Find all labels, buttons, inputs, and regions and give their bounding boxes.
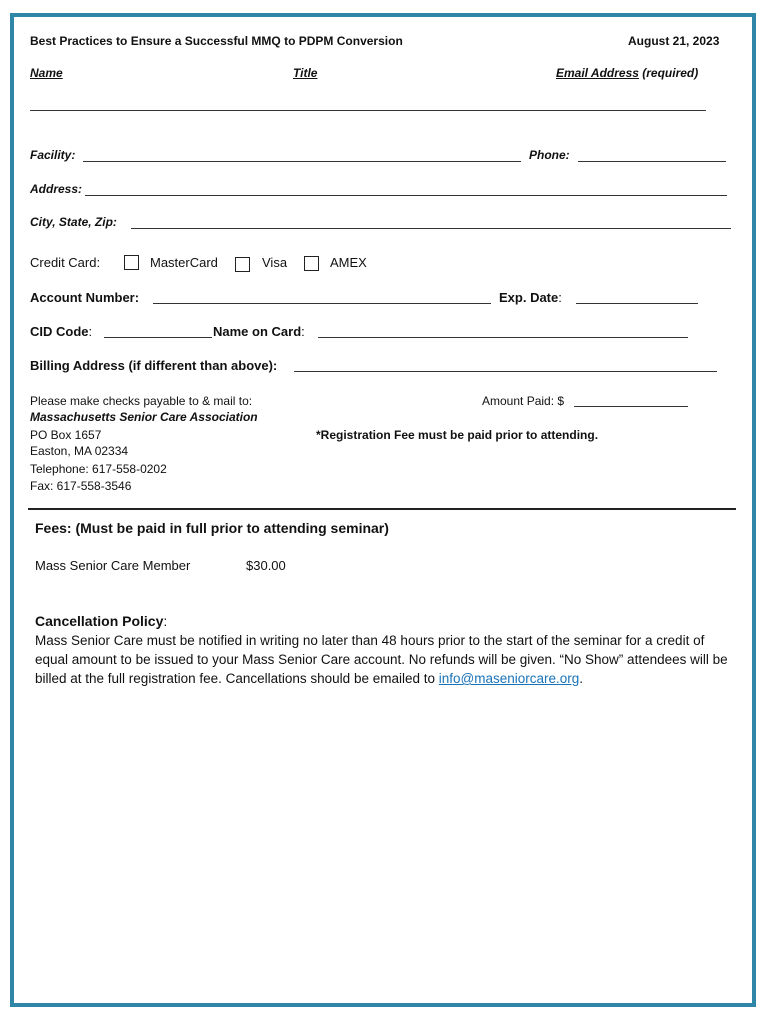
facility-field[interactable] bbox=[83, 149, 521, 162]
billing-address-label: Billing Address (if different than above): bbox=[30, 358, 278, 373]
email-label: Email Address bbox=[556, 66, 639, 80]
city-state-zip-field[interactable] bbox=[131, 216, 731, 229]
title-column-label: Title bbox=[293, 66, 318, 80]
name-on-card-colon: : bbox=[301, 324, 305, 339]
visa-checkbox[interactable] bbox=[235, 257, 250, 272]
email-required-note: (required) bbox=[638, 66, 699, 80]
fax: Fax: 617-558-3546 bbox=[30, 479, 132, 493]
account-number-label: Account Number: bbox=[30, 290, 140, 305]
cid-code-label bbox=[30, 324, 92, 339]
email-column-label bbox=[556, 66, 698, 80]
city-state-zip-label: City, State, Zip: bbox=[30, 215, 117, 229]
document-title: Best Practices to Ensure a Successful MMQ to PDPM Conversion bbox=[30, 34, 403, 48]
cancellation-policy-text bbox=[35, 631, 735, 688]
exp-date-text: Exp. Date bbox=[499, 290, 559, 305]
member-label: Mass Senior Care Member bbox=[35, 558, 191, 573]
cid-code-colon: : bbox=[88, 324, 93, 339]
name-on-card-field[interactable] bbox=[318, 325, 688, 338]
mail-city: Easton, MA 02334 bbox=[30, 444, 129, 458]
billing-address-field[interactable] bbox=[294, 359, 717, 372]
amex-checkbox[interactable] bbox=[304, 256, 319, 271]
name-column-label: Name bbox=[30, 66, 63, 80]
registration-fee-note: *Registration Fee must be paid prior to attending. bbox=[316, 428, 599, 442]
address-field[interactable] bbox=[85, 183, 727, 196]
mastercard-checkbox[interactable] bbox=[124, 255, 139, 270]
document-date: August 21, 2023 bbox=[628, 34, 720, 48]
fees-heading: Fees: (Must be paid in full prior to attending seminar) bbox=[35, 520, 389, 536]
credit-card-label: Credit Card: bbox=[30, 255, 101, 270]
cancellation-heading bbox=[35, 613, 167, 629]
mail-instructions: Please make checks payable to & mail to: bbox=[30, 394, 253, 408]
attendee-line[interactable] bbox=[30, 98, 706, 111]
mastercard-label: MasterCard bbox=[150, 255, 218, 270]
section-divider bbox=[28, 508, 736, 510]
page-border bbox=[10, 13, 756, 1007]
visa-label: Visa bbox=[262, 255, 288, 270]
cancellation-body: Mass Senior Care must be notified in writing no later than 48 hours prior to the start of the seminar for a credit of equal amount to be issued to your Mass Senior Care account. No refunds will be given. “No Show” attendees will be billed at the full registration fee. Cancellations should be emailed to bbox=[35, 633, 728, 686]
cid-code-text: CID Code bbox=[30, 324, 89, 339]
exp-date-colon: : bbox=[558, 290, 562, 305]
name-on-card-text: Name on Card bbox=[213, 324, 302, 339]
amount-paid-field[interactable] bbox=[574, 394, 688, 407]
exp-date-field[interactable] bbox=[576, 291, 698, 304]
member-price: $30.00 bbox=[246, 558, 286, 573]
cancellation-heading-colon: : bbox=[163, 613, 168, 629]
telephone: Telephone: 617-558-0202 bbox=[30, 462, 167, 476]
cid-code-field[interactable] bbox=[104, 325, 212, 338]
cancellation-heading-text: Cancellation Policy bbox=[35, 613, 164, 629]
organization-name: Massachusetts Senior Care Association bbox=[30, 410, 258, 424]
account-number-field[interactable] bbox=[153, 291, 491, 304]
name-on-card-label bbox=[213, 324, 305, 339]
cancellation-email-link[interactable]: info@maseniorcare.org bbox=[438, 671, 580, 686]
phone-label: Phone: bbox=[529, 148, 570, 162]
amex-label: AMEX bbox=[330, 255, 367, 270]
po-box: PO Box 1657 bbox=[30, 428, 102, 442]
facility-label: Facility: bbox=[30, 148, 76, 162]
phone-field[interactable] bbox=[578, 149, 726, 162]
cancellation-period: . bbox=[579, 671, 584, 686]
exp-date-label bbox=[499, 290, 562, 305]
address-label: Address: bbox=[30, 182, 83, 196]
amount-paid-label: Amount Paid: $ bbox=[482, 394, 565, 408]
